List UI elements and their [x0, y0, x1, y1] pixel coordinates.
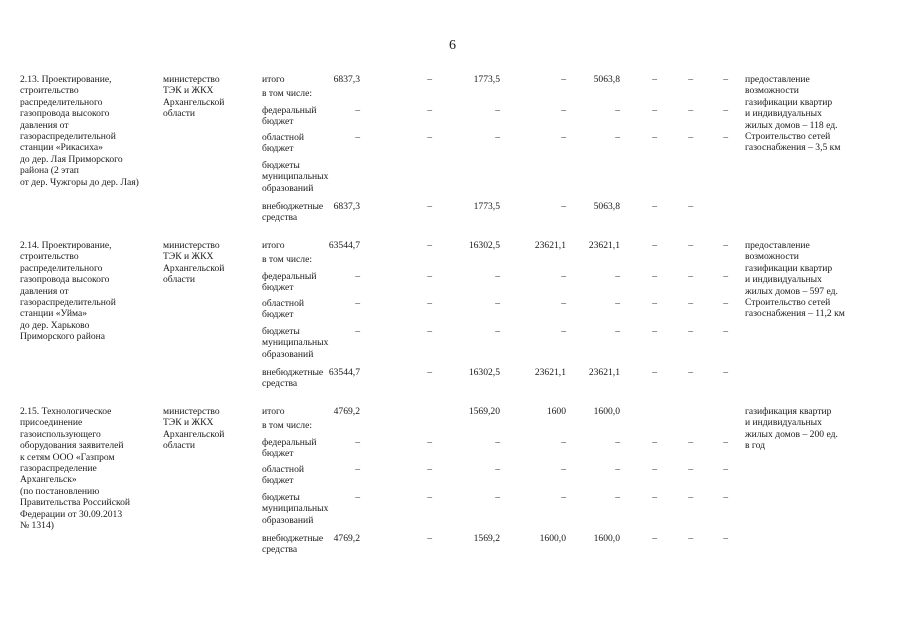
- funding-row: [0, 326, 905, 360]
- amount-cell: 5063,8: [593, 74, 620, 85]
- amount-cell: –: [427, 298, 432, 309]
- funding-row: [0, 367, 905, 395]
- amount-cell: –: [427, 437, 432, 448]
- amount-cell: –: [495, 298, 500, 309]
- amount-cell: –: [652, 105, 657, 116]
- funding-source-label: бюджеты муниципальных образований: [262, 326, 329, 360]
- amount-cell: –: [427, 201, 432, 212]
- amount-cell: 16302,5: [468, 367, 500, 378]
- amount-cell: –: [355, 132, 360, 143]
- funding-row: [0, 533, 905, 561]
- expected-result: предоставление возможности газификации квартир и индивидуальных жилых домов – 597 ед. Строительство сетей газоснабжения – 11,2 км: [745, 240, 845, 320]
- amount-cell: 23621,1: [588, 367, 620, 378]
- funding-source-label: бюджеты муниципальных образований: [262, 492, 329, 526]
- amount-cell: 1600: [546, 406, 566, 417]
- amount-cell: –: [355, 298, 360, 309]
- measure-title: 2.14. Проектирование, строительство распределительного газопровода высокого давления от газораспределительной станции «Уйма» до дер. Харьково Приморского района: [20, 240, 116, 343]
- amount-cell: –: [723, 367, 728, 378]
- amount-cell: 1600,0: [539, 533, 566, 544]
- amount-cell: –: [688, 437, 693, 448]
- amount-cell: –: [688, 74, 693, 85]
- amount-cell: –: [561, 326, 566, 337]
- amount-cell: –: [615, 326, 620, 337]
- amount-cell: –: [561, 437, 566, 448]
- funding-row: [0, 298, 905, 326]
- funding-row: [0, 437, 905, 465]
- amount-cell: –: [652, 437, 657, 448]
- amount-cell: 4769,2: [333, 406, 360, 417]
- amount-cell: 6837,3: [333, 74, 360, 85]
- amount-cell: 63544,7: [328, 240, 360, 251]
- amount-cell: –: [615, 105, 620, 116]
- amount-cell: –: [652, 464, 657, 475]
- expected-result: газификация квартир и индивидуальных жилых домов – 200 ед. в год: [745, 406, 838, 452]
- amount-cell: –: [615, 492, 620, 503]
- amount-cell: –: [355, 464, 360, 475]
- amount-cell: –: [427, 464, 432, 475]
- amount-cell: –: [495, 271, 500, 282]
- amount-cell: –: [427, 271, 432, 282]
- funding-row: [0, 271, 905, 299]
- amount-cell: –: [723, 533, 728, 544]
- amount-cell: 1773,5: [473, 74, 500, 85]
- amount-cell: –: [427, 74, 432, 85]
- amount-cell: –: [355, 492, 360, 503]
- funding-source-label: итого: [262, 240, 285, 251]
- funding-source-label: федеральный бюджет: [262, 271, 317, 294]
- amount-cell: –: [688, 298, 693, 309]
- funding-source-label: областной бюджет: [262, 132, 305, 155]
- amount-cell: –: [427, 367, 432, 378]
- amount-cell: –: [688, 367, 693, 378]
- amount-cell: –: [688, 132, 693, 143]
- amount-cell: –: [561, 201, 566, 212]
- amount-cell: 1569,20: [468, 406, 500, 417]
- amount-cell: –: [561, 132, 566, 143]
- amount-cell: –: [427, 533, 432, 544]
- amount-cell: –: [561, 464, 566, 475]
- amount-cell: –: [723, 298, 728, 309]
- funding-row: [0, 160, 905, 194]
- amount-cell: –: [723, 105, 728, 116]
- amount-cell: 1569,2: [473, 533, 500, 544]
- amount-cell: –: [561, 74, 566, 85]
- amount-cell: –: [495, 492, 500, 503]
- amount-cell: –: [688, 492, 693, 503]
- amount-cell: –: [652, 201, 657, 212]
- amount-cell: –: [615, 132, 620, 143]
- funding-row: [0, 201, 905, 229]
- funding-source-label: федеральный бюджет: [262, 437, 317, 460]
- amount-cell: –: [355, 105, 360, 116]
- funding-source-label: областной бюджет: [262, 298, 305, 321]
- amount-cell: –: [561, 105, 566, 116]
- amount-cell: –: [652, 132, 657, 143]
- amount-cell: –: [561, 492, 566, 503]
- funding-row: [0, 492, 905, 526]
- amount-cell: –: [561, 271, 566, 282]
- amount-cell: –: [615, 298, 620, 309]
- amount-cell: –: [355, 326, 360, 337]
- amount-cell: –: [427, 132, 432, 143]
- funding-source-label: итого: [262, 74, 285, 85]
- amount-cell: 1600,0: [593, 533, 620, 544]
- amount-cell: –: [723, 132, 728, 143]
- page-number: 6: [449, 38, 456, 53]
- amount-cell: –: [723, 74, 728, 85]
- amount-cell: –: [688, 464, 693, 475]
- funding-row: [0, 464, 905, 492]
- funding-row: [0, 132, 905, 160]
- amount-cell: –: [495, 132, 500, 143]
- amount-cell: –: [723, 437, 728, 448]
- amount-cell: –: [615, 437, 620, 448]
- amount-cell: –: [688, 201, 693, 212]
- amount-cell: –: [723, 464, 728, 475]
- amount-cell: –: [652, 326, 657, 337]
- amount-cell: –: [355, 437, 360, 448]
- amount-cell: –: [723, 271, 728, 282]
- amount-cell: 1600,0: [593, 406, 620, 417]
- amount-cell: –: [495, 326, 500, 337]
- amount-cell: –: [615, 271, 620, 282]
- amount-cell: –: [427, 492, 432, 503]
- amount-cell: 1773,5: [473, 201, 500, 212]
- amount-cell: 4769,2: [333, 533, 360, 544]
- amount-cell: –: [723, 492, 728, 503]
- measure-title: 2.13. Проектирование, строительство распределительного газопровода высокого давления от газораспределительной станции «Рикасиха» до дер. Лая Приморского района (2 этап от дер. Чужгоры до дер. Лая): [20, 74, 139, 188]
- funding-source-label: внебюджетные средства: [262, 367, 324, 390]
- funding-source-label: в том числе:: [262, 420, 313, 431]
- funding-source-label: внебюджетные средства: [262, 533, 324, 556]
- amount-cell: –: [652, 298, 657, 309]
- amount-cell: –: [688, 326, 693, 337]
- funding-source-label: в том числе:: [262, 254, 313, 265]
- funding-source-label: в том числе:: [262, 88, 313, 99]
- amount-cell: –: [561, 298, 566, 309]
- funding-source-label: федеральный бюджет: [262, 105, 317, 128]
- amount-cell: –: [688, 533, 693, 544]
- expected-result: предоставление возможности газификации квартир и индивидуальных жилых домов – 118 ед. Строительство сетей газоснабжения – 3,5 км: [745, 74, 841, 154]
- funding-source-label: итого: [262, 406, 285, 417]
- amount-cell: 63544,7: [328, 367, 360, 378]
- funding-row: [0, 105, 905, 133]
- amount-cell: 16302,5: [468, 240, 500, 251]
- amount-cell: –: [652, 492, 657, 503]
- amount-cell: –: [688, 271, 693, 282]
- funding-source-label: внебюджетные средства: [262, 201, 324, 224]
- amount-cell: –: [495, 105, 500, 116]
- amount-cell: –: [495, 464, 500, 475]
- funding-source-label: бюджеты муниципальных образований: [262, 160, 329, 194]
- amount-cell: 23621,1: [534, 367, 566, 378]
- amount-cell: 23621,1: [534, 240, 566, 251]
- amount-cell: –: [652, 240, 657, 251]
- responsible-executor: министерство ТЭК и ЖКХ Архангельской области: [163, 240, 225, 286]
- responsible-executor: министерство ТЭК и ЖКХ Архангельской области: [163, 74, 225, 120]
- amount-cell: –: [355, 271, 360, 282]
- amount-cell: –: [615, 464, 620, 475]
- funding-source-label: областной бюджет: [262, 464, 305, 487]
- amount-cell: –: [652, 271, 657, 282]
- amount-cell: –: [688, 105, 693, 116]
- amount-cell: 23621,1: [588, 240, 620, 251]
- amount-cell: –: [495, 437, 500, 448]
- amount-cell: –: [652, 533, 657, 544]
- amount-cell: –: [723, 326, 728, 337]
- measure-title: 2.15. Технологическое присоединение газоиспользующего оборудования заявителей к сетям ООО «Газпром газораспределение Архангельск» (по постановлению Правительства Российской Федерации от 30.09.2013 № 1314): [20, 406, 131, 532]
- amount-cell: 6837,3: [333, 201, 360, 212]
- responsible-executor: министерство ТЭК и ЖКХ Архангельской области: [163, 406, 225, 452]
- amount-cell: –: [427, 105, 432, 116]
- amount-cell: –: [688, 240, 693, 251]
- amount-cell: –: [652, 367, 657, 378]
- amount-cell: –: [427, 240, 432, 251]
- amount-cell: –: [723, 240, 728, 251]
- amount-cell: –: [652, 74, 657, 85]
- amount-cell: 5063,8: [593, 201, 620, 212]
- amount-cell: –: [427, 326, 432, 337]
